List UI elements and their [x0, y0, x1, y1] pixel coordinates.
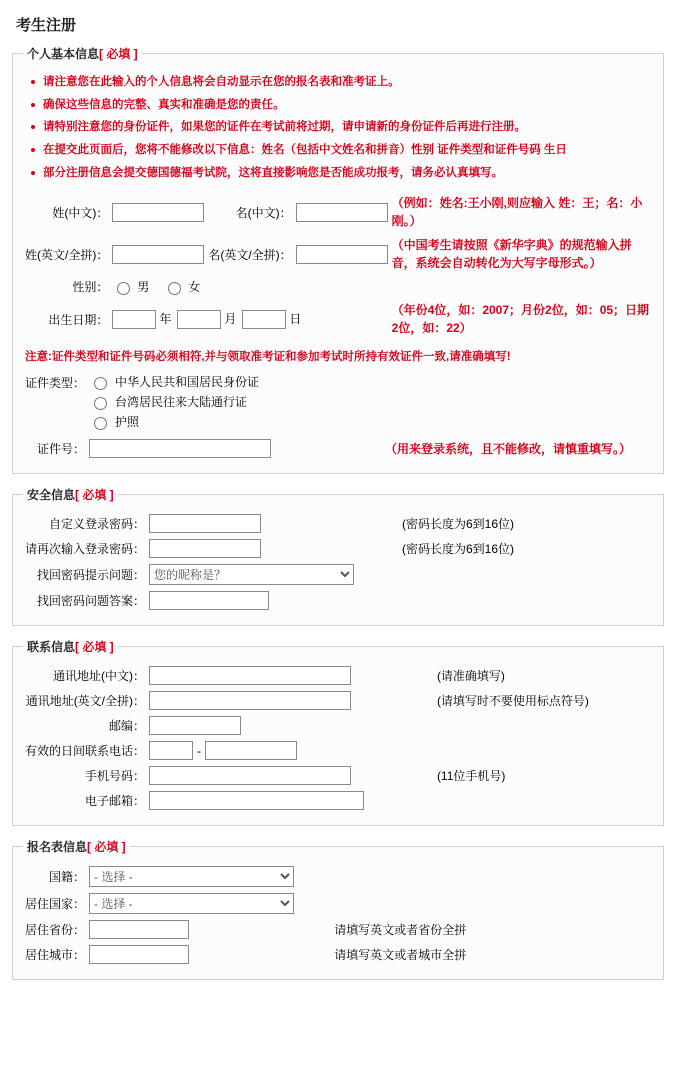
zipcode-input[interactable] — [149, 716, 241, 735]
birth-month-input[interactable] — [177, 310, 221, 329]
idtype-option-taiwan[interactable] — [89, 393, 651, 410]
addr-en-label: 通讯地址(英文/全拼)： — [25, 694, 146, 709]
gender-label-male[interactable]: 男 — [137, 280, 150, 295]
idtype-option-passport[interactable] — [89, 413, 651, 430]
section-security-required: [ 必填 ] — [75, 488, 114, 503]
gender-radio-female[interactable] — [168, 282, 181, 295]
id-form-table — [23, 370, 653, 461]
idtype-radio-resident[interactable] — [94, 377, 107, 390]
email-cell — [147, 788, 653, 813]
section-application-info — [12, 838, 664, 980]
idno-hint: （用来登录系统，且不能修改，请慎重填写。） — [385, 441, 632, 456]
section-security-legend — [23, 486, 118, 503]
row-address-cn — [23, 663, 653, 688]
row-email — [23, 788, 653, 813]
surname-en-input[interactable] — [112, 245, 204, 264]
section-security-title: 安全信息 — [27, 488, 76, 503]
idtype-radio-passport[interactable] — [94, 417, 107, 430]
gender-radio-male[interactable] — [117, 282, 130, 295]
surname-en-cell — [110, 233, 206, 275]
surname-cn-label: 姓(中文)： — [52, 205, 109, 220]
addr-en-cell — [147, 688, 435, 713]
city-hint: 请填写英文或者城市全拼 — [334, 948, 467, 963]
row-mobile — [23, 763, 653, 788]
zip-label: 邮编： — [109, 719, 146, 734]
row-telephone — [23, 738, 653, 763]
surname-cn-cell — [110, 191, 206, 233]
section-personal-required: [ 必填 ] — [99, 47, 138, 61]
password-confirm-hint: (密码长度为6到16位) — [401, 542, 514, 557]
addr-en-hint: (请填写时不要使用标点符号) — [436, 694, 589, 709]
row-gender — [23, 275, 653, 298]
city-label: 居住城市： — [25, 948, 86, 963]
personal-notice-list — [29, 74, 653, 181]
mobile-input[interactable] — [149, 766, 351, 785]
answer-label: 找回密码问题答案： — [37, 594, 146, 609]
address-cn-input[interactable] — [149, 666, 351, 685]
givenname-en-label: 名(英文/全拼)： — [208, 247, 292, 262]
country-cell — [87, 890, 653, 917]
country-select[interactable] — [89, 893, 294, 914]
address-en-input[interactable] — [149, 691, 351, 710]
section-contact-required: [ 必填 ] — [75, 640, 114, 655]
notice-item: 部分注册信息会提交德国德福考试院，这将直接影响您是否能成功报考，请务必认真填写。 — [29, 165, 653, 182]
tel-number-input[interactable] — [205, 741, 297, 760]
province-label: 居住省份： — [25, 923, 86, 938]
gender-label: 性别： — [72, 280, 109, 295]
addr-cn-cell — [147, 663, 435, 688]
idtype-option-resident[interactable] — [89, 373, 651, 390]
row-zipcode — [23, 713, 653, 738]
birth-cell — [110, 298, 389, 340]
city-input[interactable] — [89, 945, 189, 964]
idtype-label-resident: 中华人民共和国居民身份证 — [115, 375, 260, 390]
id-note: 注意:证件类型和证件号码必须相符,并与领取准考证和参加考试时所持有效证件一致,请准确填写! — [25, 351, 511, 364]
mobile-cell — [147, 763, 435, 788]
section-personal-legend — [23, 45, 142, 62]
birth-hint: （年份4位，如：2007；月份2位，如：05；日期2位，如：22） — [391, 303, 650, 336]
notice-item: 确保这些信息的完整、真实和准确是您的责任。 — [29, 97, 653, 114]
notice-item: 在提交此页面后，您将不能修改以下信息：姓名（包括中文姓名和拼音）性别 证件类型和证件号码 生日 — [29, 142, 653, 159]
password-hint: (密码长度为6到16位) — [401, 517, 514, 532]
section-personal-title: 个人基本信息 — [27, 47, 100, 61]
gender-radio-group — [112, 278, 651, 295]
security-question-select[interactable] — [149, 564, 354, 585]
section-contact-title: 联系信息 — [27, 640, 76, 655]
application-form-table — [23, 863, 653, 967]
section-personal-info — [12, 45, 664, 474]
section-security-info — [12, 486, 664, 626]
row-nationality — [23, 863, 653, 890]
givenname-cn-input[interactable] — [296, 203, 388, 222]
section-application-title: 报名表信息 — [27, 840, 88, 855]
country-label: 居住国家： — [25, 897, 86, 912]
contact-form-table — [23, 663, 653, 813]
idno-cell — [87, 436, 275, 461]
section-application-legend — [23, 838, 130, 855]
gender-cell — [110, 275, 653, 298]
givenname-en-input[interactable] — [296, 245, 388, 264]
row-city — [23, 942, 653, 967]
mobile-hint: (11位手机号) — [436, 769, 506, 784]
row-address-en — [23, 688, 653, 713]
idtype-radio-group — [89, 373, 651, 430]
tel-area-input[interactable] — [149, 741, 193, 760]
mobile-label: 手机号码： — [85, 769, 146, 784]
tel-label: 有效的日间联系电话： — [25, 744, 146, 759]
email-input[interactable] — [149, 791, 364, 810]
section-application-required: [ 必填 ] — [87, 840, 126, 855]
idtype-label: 证件类型： — [25, 376, 86, 391]
notice-item: 请注意您在此输入的个人信息将会自动显示在您的报名表和准考证上。 — [29, 74, 653, 91]
birth-label: 出生日期： — [48, 312, 109, 327]
row-province — [23, 917, 653, 942]
row-english-name — [23, 233, 653, 275]
row-country — [23, 890, 653, 917]
answer-cell — [147, 588, 653, 613]
name-en-hint: （中国考生请按照《新华字典》的规范输入拼音，系统会自动转化为大写字母形式。） — [391, 238, 632, 271]
city-cell — [87, 942, 332, 967]
givenname-cn-cell — [294, 191, 390, 233]
personal-form-table — [23, 191, 653, 340]
password-cell — [147, 511, 400, 536]
password-label: 自定义登录密码： — [49, 517, 146, 532]
idtype-cell — [87, 370, 653, 436]
addr-cn-hint: (请准确填写) — [436, 669, 505, 684]
password-confirm-cell — [147, 536, 400, 561]
row-password-confirm — [23, 536, 653, 561]
question-cell — [147, 561, 653, 588]
birth-day-unit: 日 — [289, 312, 302, 327]
idtype-radio-taiwan[interactable] — [94, 397, 107, 410]
idtype-label-taiwan: 台湾居民往来大陆通行证 — [115, 395, 248, 410]
question-label: 找回密码提示问题： — [37, 568, 146, 583]
birth-month-unit: 月 — [224, 312, 237, 327]
birth-year-input[interactable] — [112, 310, 156, 329]
tel-dash: - — [197, 743, 202, 758]
row-security-question — [23, 561, 653, 588]
password-confirm-input[interactable] — [149, 539, 261, 558]
row-chinese-name — [23, 191, 653, 233]
row-id-number — [23, 436, 653, 461]
zip-cell — [147, 713, 653, 738]
idtype-label-passport: 护照 — [115, 415, 140, 430]
givenname-cn-label: 名(中文)： — [235, 205, 292, 220]
idno-input[interactable] — [89, 439, 271, 458]
row-password — [23, 511, 653, 536]
security-answer-input[interactable] — [149, 591, 269, 610]
row-birthdate — [23, 298, 653, 340]
gender-label-female[interactable]: 女 — [188, 280, 201, 295]
notice-item: 请特别注意您的身份证件，如果您的证件在考试前将过期，请申请新的身份证件后再进行注册。 — [29, 119, 653, 136]
idno-label: 证件号： — [37, 442, 86, 457]
password-input[interactable] — [149, 514, 261, 533]
section-contact-legend — [23, 638, 118, 655]
nationality-select[interactable] — [89, 866, 294, 887]
row-id-type — [23, 370, 653, 436]
page-title: 考生注册 — [16, 17, 77, 34]
email-label: 电子邮箱： — [85, 794, 146, 809]
province-input[interactable] — [89, 920, 189, 939]
givenname-en-cell — [294, 233, 390, 275]
tel-cell — [147, 738, 653, 763]
nationality-cell — [87, 863, 653, 890]
section-contact-info — [12, 638, 664, 826]
row-security-answer — [23, 588, 653, 613]
province-cell — [87, 917, 332, 942]
birth-day-input[interactable] — [242, 310, 286, 329]
nationality-label: 国籍： — [49, 870, 86, 885]
birth-year-unit: 年 — [159, 312, 172, 327]
name-cn-hint: （例如：姓名:王小刚,则应输入 姓：王；名：小刚。） — [391, 196, 643, 229]
surname-en-label: 姓(英文/全拼)： — [25, 247, 109, 262]
security-form-table — [23, 511, 653, 613]
password-confirm-label: 请再次输入登录密码： — [25, 542, 146, 557]
province-hint: 请填写英文或者省份全拼 — [334, 923, 467, 938]
surname-cn-input[interactable] — [112, 203, 204, 222]
addr-cn-label: 通讯地址(中文)： — [53, 669, 146, 684]
